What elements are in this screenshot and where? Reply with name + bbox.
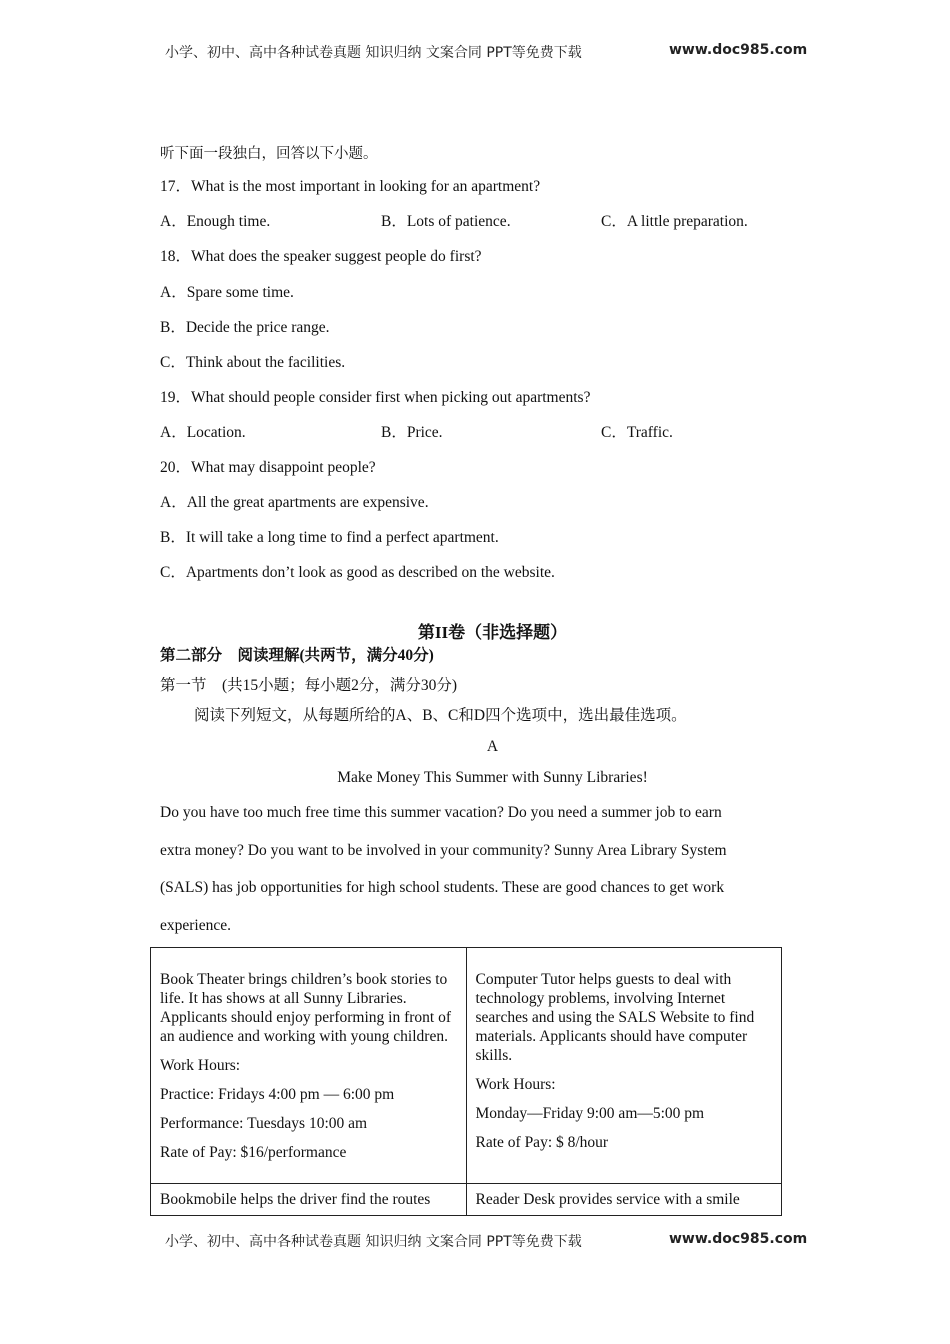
practice-hours: Practice: Fridays 4:00 pm — 6:00 pm <box>160 1085 395 1103</box>
passage-title: Make Money This Summer with Sunny Libraries! <box>337 769 648 786</box>
passage-line: Do you have too much free time this summer vacation? Do you need a summer job to earn <box>160 804 722 821</box>
passage-line: (SALS) has job opportunities for high school students. These are good chances to get work <box>160 879 725 896</box>
header-text: 小学、初中、高中各种试卷真题 知识归纳 文案合同 PPT等免费下载 <box>165 45 582 61</box>
performance-hours: Performance: Tuesdays 10:00 am <box>160 1114 368 1132</box>
cell-computer-tutor <box>466 948 782 1184</box>
header-url: www.doc985.com <box>669 42 808 58</box>
option-18c: C．Think about the facilities. <box>160 354 346 371</box>
work-hours: Monday—Friday 9:00 am—5:00 pm <box>475 1105 705 1122</box>
cell-bookmobile: Bookmobile helps the driver find the routes <box>151 1184 467 1216</box>
cell-reader-desk: Reader Desk provides service with a smile <box>466 1184 782 1216</box>
section-title: 第II卷（非选择题） <box>417 623 568 642</box>
instruction: 阅读下列短文，从每题所给的A、B、C和D四个选项中，选出最佳选项。 <box>194 707 687 724</box>
passage-line: extra money? Do you want to be involved in your community? Sunny Area Library System <box>160 842 727 859</box>
footer-url: www.doc985.com <box>669 1231 808 1247</box>
part-heading: 第二部分 阅读理解(共两节，满分40分) <box>160 647 434 664</box>
option-19c: C．Traffic. <box>601 424 673 441</box>
option-18a: A．Spare some time. <box>160 284 294 301</box>
listening-intro: 听下面一段独白，回答以下小题。 <box>160 146 378 162</box>
option-17c: C．A little preparation. <box>601 213 748 230</box>
computer-tutor-desc: Computer Tutor helps guests to deal with technology problems, involving Internet searches and using the SALS Website to find materials. Applicants should have computer skills. <box>475 971 755 1064</box>
question-19: 19．What should people consider first when picking out apartments? <box>160 389 591 406</box>
option-17a: A．Enough time. <box>160 213 271 230</box>
option-17b: B．Lots of patience. <box>381 213 511 230</box>
question-17: 17．What is the most important in looking for an apartment? <box>160 178 541 195</box>
passage-letter: A <box>486 738 499 755</box>
sub-heading: 第一节 (共15小题；每小题2分，满分30分) <box>160 677 458 694</box>
book-theater-desc: Book Theater brings children’s book stories to life. It has shows at all Sunny Libraries. Applicants should enjoy performing in front of an audience and working with young children. <box>160 970 452 1045</box>
question-20: 20．What may disappoint people? <box>160 459 376 476</box>
option-18b: B．Decide the price range. <box>160 319 330 336</box>
passage-line: experience. <box>160 917 231 934</box>
option-20a: A．All the great apartments are expensive. <box>160 494 429 511</box>
option-19a: A．Location. <box>160 424 246 441</box>
option-20b: B．It will take a long time to find a perfect apartment. <box>160 529 499 546</box>
jobs-table <box>150 947 782 1216</box>
cell-book-theater <box>151 948 467 1184</box>
work-hours-label: Work Hours: <box>160 1056 241 1074</box>
question-18: 18．What does the speaker suggest people do first? <box>160 248 482 265</box>
pay-rate: Rate of Pay: $16/performance <box>160 1143 347 1161</box>
footer-text: 小学、初中、高中各种试卷真题 知识归纳 文案合同 PPT等免费下载 <box>165 1234 582 1250</box>
pay-rate: Rate of Pay: $ 8/hour <box>475 1134 609 1151</box>
work-hours-label: Work Hours: <box>475 1076 556 1093</box>
option-19b: B．Price. <box>381 424 443 441</box>
option-20c: C．Apartments don’t look as good as described on the website. <box>160 564 555 581</box>
